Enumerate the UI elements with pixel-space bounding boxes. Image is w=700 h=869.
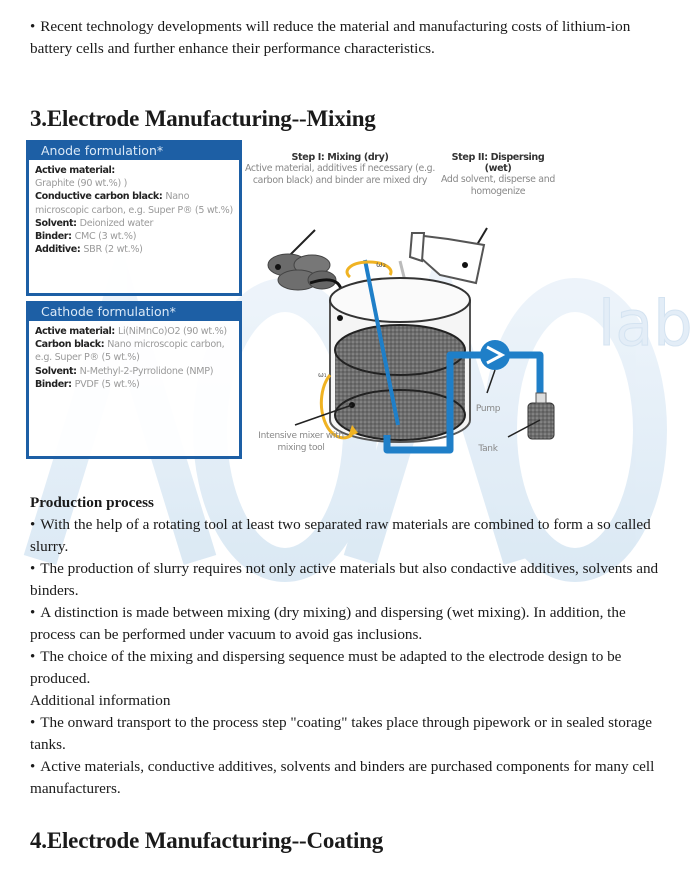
list-item: • The onward transport to the process step "coating" takes place through pipework or in sealed storage tanks.	[30, 712, 670, 756]
intro-paragraph: • Recent technology developments will reduce the material and manufacturing costs of lithium-ion battery cells and further enhance their performance characteristics.	[30, 16, 670, 60]
cathode-item: Active material: Li(NiMnCo)O2 (90 wt.%)	[35, 326, 227, 337]
anode-item: Conductive carbon black: Nano microscopic carbon, e.g. Super P® (5 wt.%)	[35, 191, 233, 216]
pump-label: Pump	[475, 404, 501, 414]
svg-text:ω₂: ω₂	[376, 260, 386, 269]
anode-item: Additive: SBR (2 wt.%)	[35, 244, 143, 256]
cathode-box-header: Cathode formulation*	[29, 304, 239, 321]
anode-item: Solvent: Deionized water	[35, 217, 154, 229]
section-heading-mixing: 3.Electrode Manufacturing--Mixing	[30, 106, 376, 131]
tank-label: Tank	[478, 444, 498, 454]
step-2-caption: Step II: Dispersing (wet) Add solvent, disperse and homogenize	[440, 152, 556, 197]
section-heading-coating: 4.Electrode Manufacturing--Coating	[30, 828, 384, 853]
production-heading: Production process	[30, 494, 154, 511]
cathode-item: Solvent: N-Methyl-2-Pyrrolidone (NMP)	[35, 365, 214, 377]
step-1-caption: Step I: Mixing (dry) Active material, additives if necessary (e.g. carbon black) and binder are mixed dry	[244, 152, 436, 186]
list-item: • With the help of a rotating tool at least two separated raw materials are combined to form a so called slurry.	[30, 514, 670, 558]
bullet	[30, 18, 40, 35]
powder-icon	[268, 254, 336, 290]
cathode-item: Binder: PVDF (5 wt.%)	[35, 378, 140, 390]
svg-text:lab: lab	[598, 287, 693, 360]
list-item: • Active materials, conductive additives, solvents and binders are purchased components for many cell manufacturers.	[30, 756, 670, 800]
pump-icon	[480, 340, 510, 370]
list-item: • The choice of the mixing and dispersing sequence must be adapted to the electrode design to be produced.	[30, 646, 670, 690]
cathode-formulation-box	[26, 301, 242, 459]
anode-box-header: Anode formulation*	[29, 143, 239, 160]
production-bullets	[30, 514, 670, 800]
anode-item: Binder: CMC (3 wt.%)	[35, 231, 137, 243]
list-item: • The production of slurry requires not only active materials but also condactive additives, solvents and binders.	[30, 558, 670, 602]
list-item: • A distinction is made between mixing (dry mixing) and dispersing (wet mixing). In addition, the process can be performed under vacuum to avoid gas inclusions.	[30, 602, 670, 646]
svg-text:ω₁: ω₁	[318, 371, 327, 379]
mixer-label: Intensive mixer with mixing tool	[258, 431, 344, 453]
additional-info-heading: Additional information	[30, 692, 171, 709]
anode-formulation-box	[26, 140, 242, 296]
tank-icon	[528, 393, 554, 439]
cathode-item: Carbon black: Nano microscopic carbon, e.g. Super P® (5 wt.%)	[35, 339, 225, 364]
anode-item: Active material: Graphite (90 wt.%) )	[35, 165, 128, 190]
